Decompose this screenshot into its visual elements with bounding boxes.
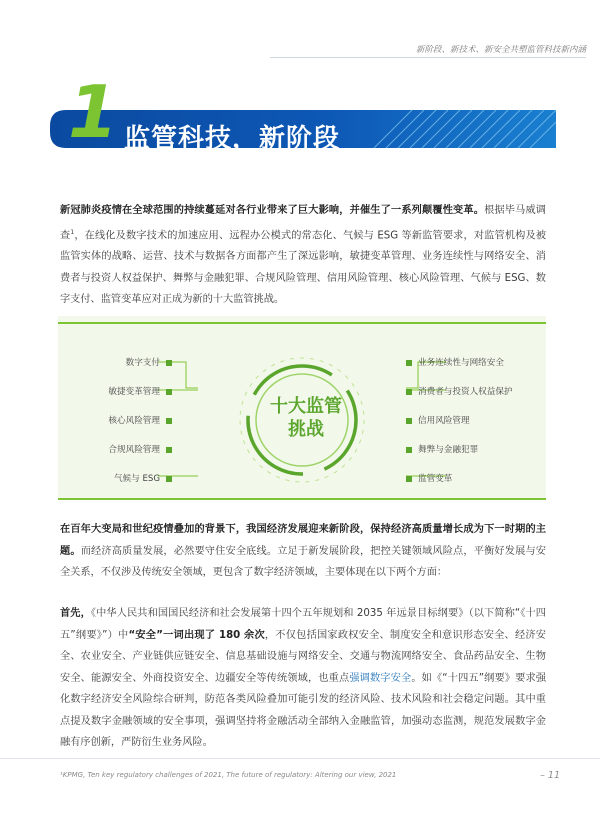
bullet-square-icon: [406, 447, 412, 453]
bullet-square-icon: [406, 360, 412, 366]
bullet-square-icon: [166, 418, 172, 424]
challenge-item: 消费者与投资人权益保护: [406, 385, 513, 397]
challenge-item: 合规风险管理: [108, 443, 172, 455]
challenge-item: 舞弊与金融犯罪: [406, 443, 478, 455]
digital-security-highlight: 强调数字安全: [349, 672, 412, 684]
chapter-banner: [44, 70, 556, 164]
footnote: ¹KPMG, Ten key regulatory challenges of 2021, The future of regulatory: Altering our view, 2021: [60, 771, 397, 779]
intro-paragraph: [60, 200, 546, 311]
challenge-item: 核心风险管理: [108, 414, 172, 426]
bullet-square-icon: [406, 389, 412, 395]
first-point-text-2: ，不仅包括国家政权安全、制度安全和意识形态安全、经济安全、农业安全、产业链供应链安全、信息基础设施与网络安全、交通与物流网络安全、食品药品安全、生物安全、能源安全、外商投资安全、边疆安全等传统领域，也重点: [60, 629, 546, 684]
intro-text-1: 根据毕马威调查: [60, 205, 546, 241]
first-point-lead: 首先，: [60, 608, 91, 619]
chapter-title: 监管科技，新阶段: [124, 124, 341, 154]
challenge-item: 监管变革: [406, 472, 452, 484]
challenge-item: 气候与 ESG: [114, 472, 172, 484]
intro-bold: 新冠肺炎疫情在全球范围的持续蔓延对各行业带来了巨大影响，并催生了一系列颠覆性变革。: [60, 205, 485, 216]
bullet-square-icon: [406, 476, 412, 482]
challenge-item: 信用风险管理: [406, 414, 470, 426]
first-point-text-1: 《中华人民共和国国民经济和社会发展第十四个五年规划和 2035 年远景目标纲要》（以下简称“《十四五”纲要》”）中: [60, 608, 546, 641]
first-point-text-3: 。如《“十四五”纲要》要求强化数字经济安全风险综合研判，防范各类风险叠加可能引发的经济风险、技术风险和社会稳定问题。其中重点提及数字金融领域的安全事项，强调坚持将金融活动全部纳入金融监管，加强动态监测，规范发展数字金融有序创新，严防衍生业务风险。: [60, 672, 547, 748]
first-point-paragraph: [60, 603, 546, 754]
footnote-ref[interactable]: 1: [70, 228, 75, 236]
page-number: – 11: [540, 770, 560, 781]
intro-text-2: ，在线化及数字技术的加速应用、远程办公模式的常态化、气候与 ESG 等新监管要求，对监管机构及被监管实体的战略、运营、技术与数据各方面都产生了深远影响，敏捷变革管理、业务连续性与网络安全、消费者与投资人权益保护、舞弊与金融犯罪、合规风险管理、信用风险管理、核心风险管理、气候与 ESG、数字支付、监管变革应对正成为新的十大监管挑战。: [60, 229, 547, 306]
footer-divider: [0, 758, 600, 759]
bullet-square-icon: [166, 447, 172, 453]
bullet-square-icon: [166, 360, 172, 366]
bullet-square-icon: [166, 389, 172, 395]
context-text: 而经济高质量发展，必然要守住安全底线。立足于新发展阶段，把控关键领域风险点，平衡好发展与安全关系，不仅涉及传统安全领域，更包含了数字经济领域，主要体现在以下两个方面：: [60, 545, 546, 578]
bullet-square-icon: [406, 418, 412, 424]
header-divider: [270, 57, 586, 58]
challenge-item: 业务连续性与网络安全: [406, 356, 504, 368]
diagram-center-title: 十大监管 挑战: [270, 396, 342, 440]
bullet-square-icon: [166, 476, 172, 482]
context-paragraph: [60, 519, 546, 584]
challenge-item: 敏捷变革管理: [108, 385, 172, 397]
context-bold: 在百年大变局和世纪疫情叠加的背景下，我国经济发展迎来新阶段，保持经济高质量增长成为下一时期的主题。: [60, 524, 546, 557]
running-header: 新阶段、新技术、新安全共塑监管科技新内涵: [415, 45, 586, 55]
chapter-number: 1: [68, 70, 119, 154]
challenge-item: 数字支付: [126, 356, 172, 368]
first-point-bold: “安全”一词出现了 180 余次: [128, 629, 265, 641]
